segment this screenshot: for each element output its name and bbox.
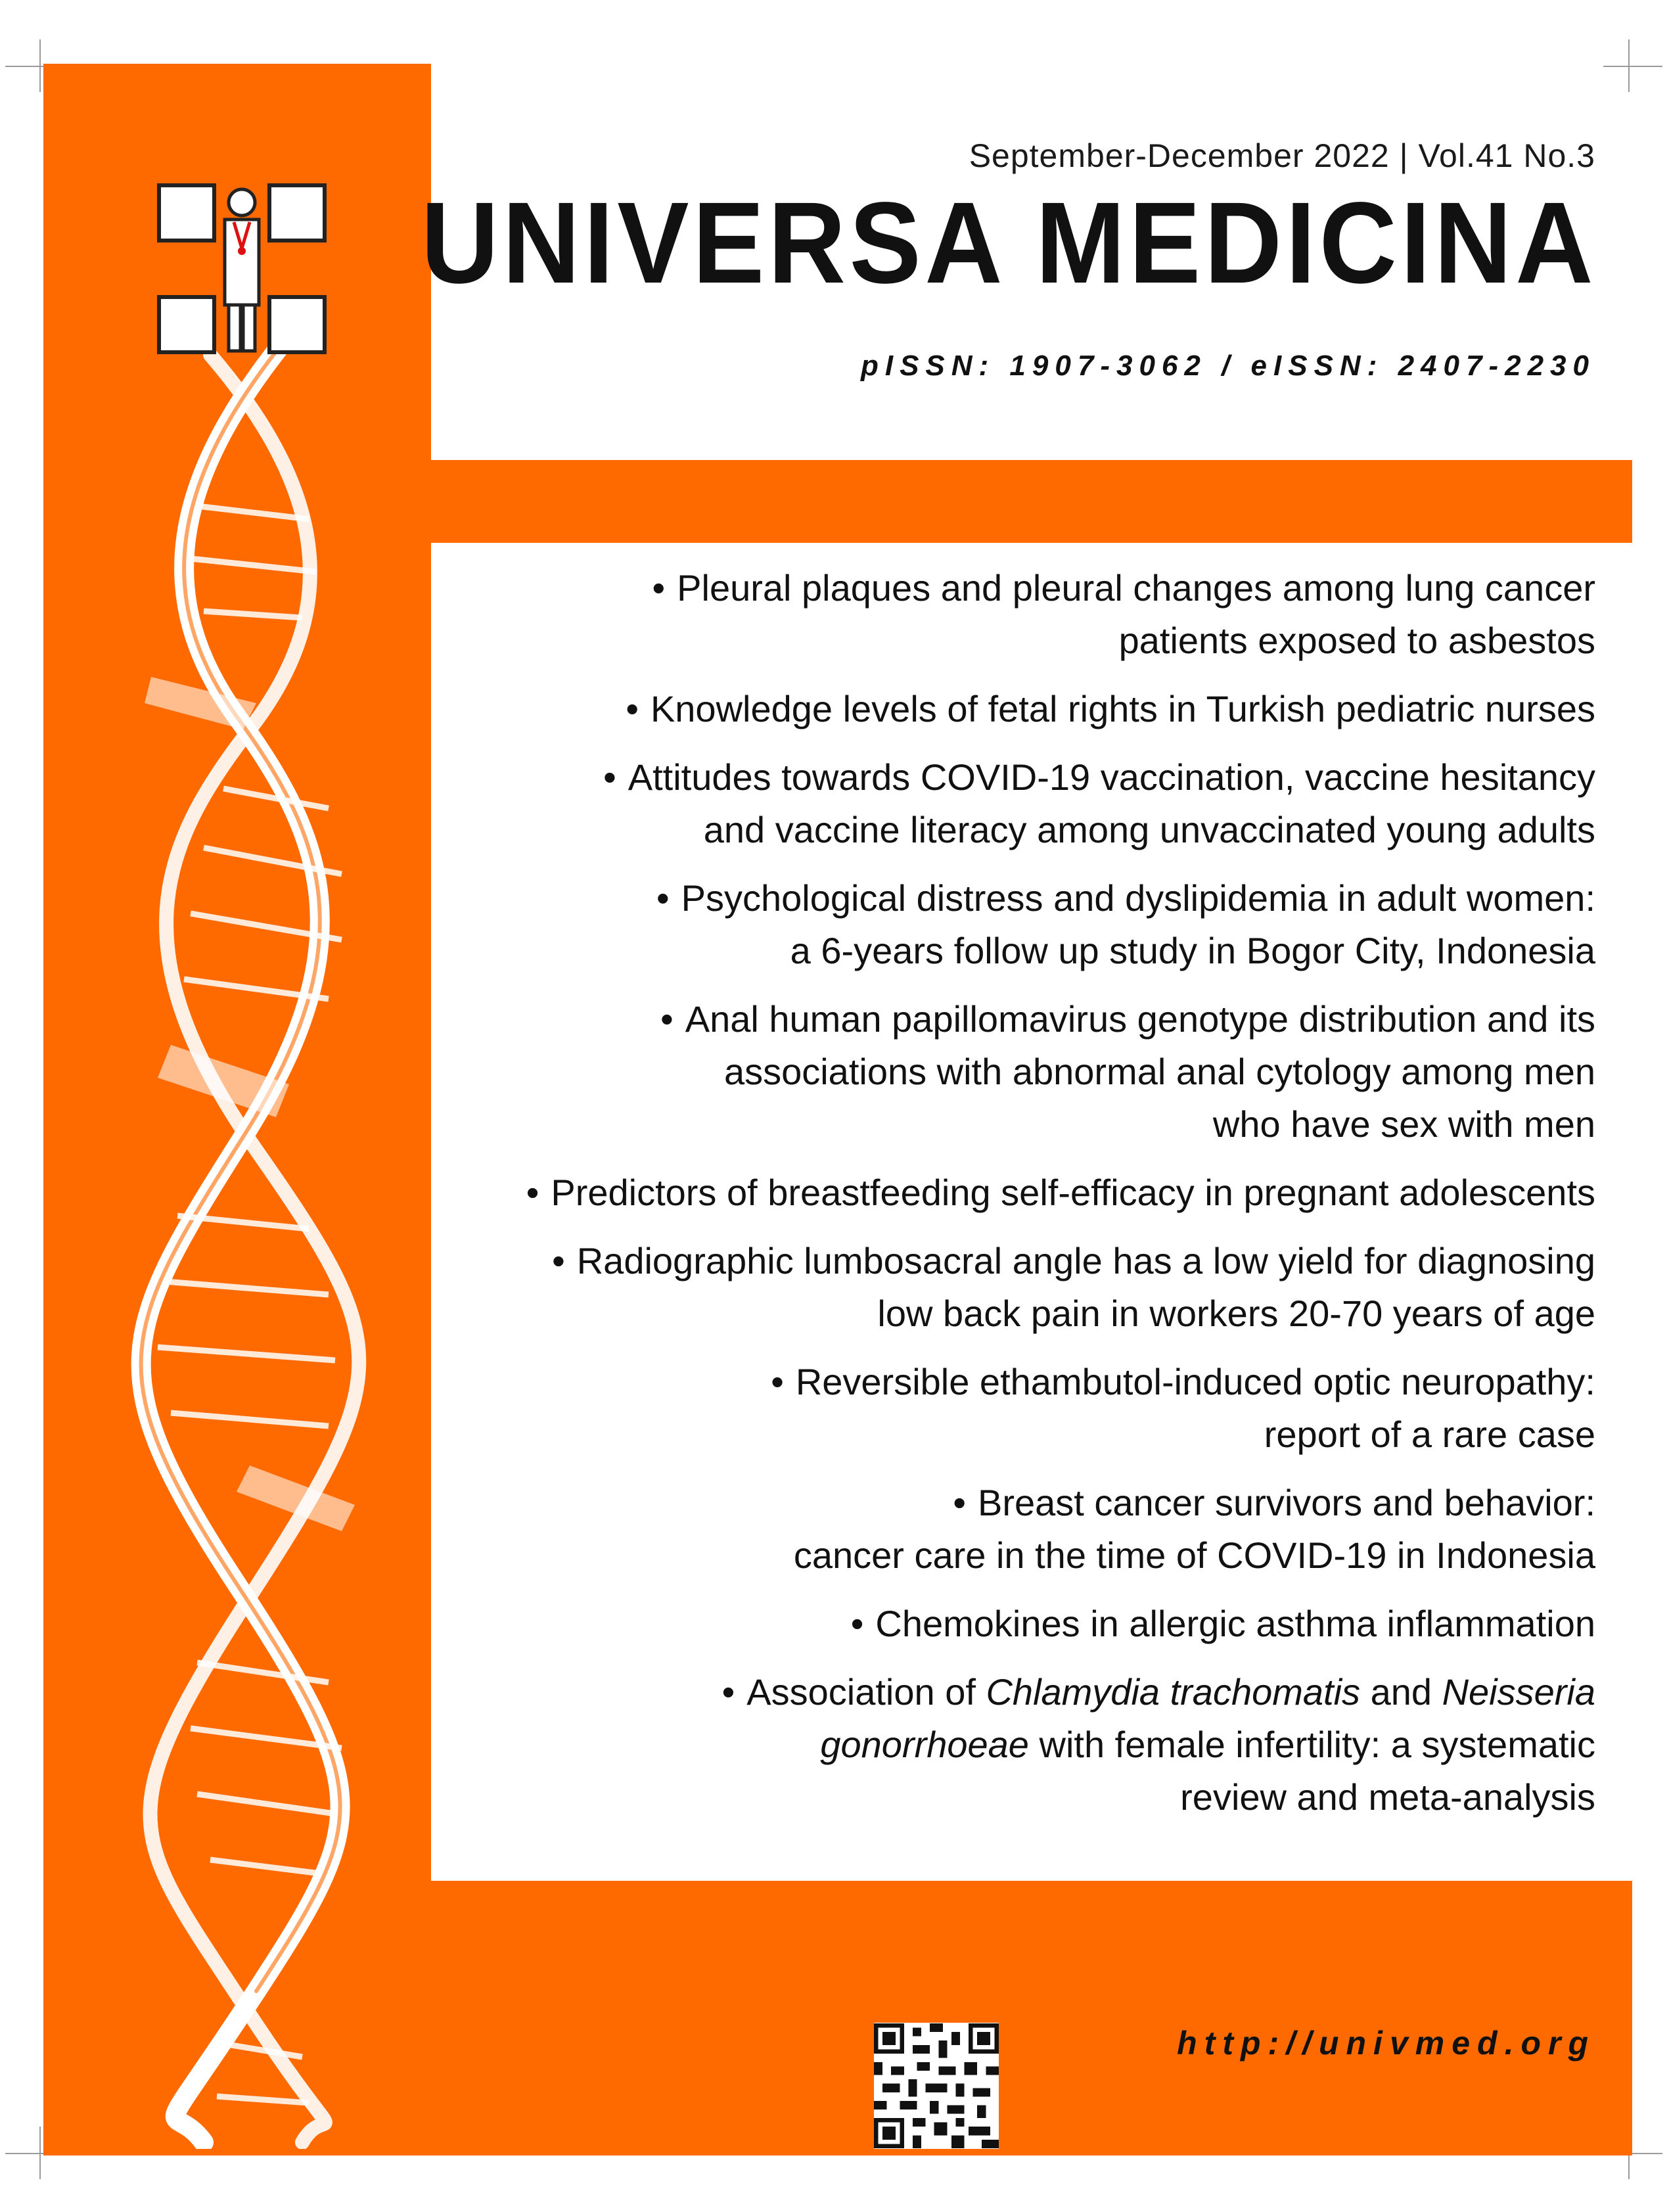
article-item [347,562,1595,667]
bullet-icon: • [660,998,674,1040]
article-title-line: • Reversible ethambutol-induced optic neuropathy: [771,1361,1595,1402]
article-title-line: • Radiographic lumbosacral angle has a low yield for diagnosing [552,1240,1595,1281]
footer-orange-panel [431,1881,1632,2155]
bullet-icon: • [552,1240,565,1281]
crop-mark [1628,39,1630,92]
crop-mark [39,39,41,92]
article-title-line: cancer care in the time of COVID-19 in Indonesia [793,1534,1595,1576]
article-item [347,1356,1595,1461]
article-title-line: • Anal human papillomavirus genotype distribution and its [660,998,1595,1040]
article-title-line: • Chemokines in allergic asthma inflammation [850,1603,1595,1644]
journal-title: UNIVERSA MEDICINA [421,179,1597,308]
article-item [347,751,1595,856]
article-title-line: a 6-years follow up study in Bogor City, Indonesia [790,930,1595,971]
bullet-icon: • [603,756,616,798]
article-item [347,872,1595,977]
journal-url[interactable]: http://univmed.org [1177,2025,1595,2062]
article-title-line: • Association of Chlamydia trachomatis and Neisseria [721,1671,1595,1713]
bullet-icon: • [626,688,639,729]
bullet-icon: • [953,1482,966,1523]
article-item [347,1235,1595,1340]
article-item [347,1166,1595,1219]
article-title-line: low back pain in workers 20-70 years of age [877,1293,1595,1334]
article-list [347,562,1595,1839]
article-title-line: • Predictors of breastfeeding self-efficacy in pregnant adolescents [526,1172,1595,1213]
article-title-line: and vaccine literacy among unvaccinated young adults [703,809,1595,850]
bullet-icon: • [656,877,670,919]
article-title-line: • Attitudes towards COVID-19 vaccination, vaccine hesitancy [603,756,1595,798]
article-title-line: gonorrhoeae with female infertility: a systematic [820,1724,1595,1765]
doctor-logo-icon [156,183,327,355]
bullet-icon: • [721,1671,735,1713]
bullet-icon: • [652,567,666,609]
issue-info: September-December 2022 | Vol.41 No.3 [969,137,1595,174]
article-title-line: • Psychological distress and dyslipidemia in adult women: [656,877,1595,919]
header-orange-bar [431,460,1632,543]
article-title-line: who have sex with men [1212,1103,1595,1145]
article-item [347,993,1595,1151]
bullet-icon: • [850,1603,864,1644]
article-title-line: review and meta-analysis [1180,1776,1595,1818]
issn-line: pISSN: 1907-3062 / eISSN: 2407-2230 [860,350,1595,382]
article-item [347,1477,1595,1582]
article-title-line: • Knowledge levels of fetal rights in Turkish pediatric nurses [626,688,1595,729]
crop-mark [39,2127,41,2179]
article-item [347,1666,1595,1824]
article-title-line: • Breast cancer survivors and behavior: [953,1482,1595,1523]
article-title-line: report of a rare case [1264,1414,1595,1455]
article-title-line: • Pleural plaques and pleural changes among lung cancer [652,567,1595,609]
article-title-line: associations with abnormal anal cytology among men [723,1051,1595,1092]
qr-code-icon[interactable] [874,2023,999,2149]
crop-mark [1603,66,1662,67]
bullet-icon: • [526,1172,539,1213]
article-title-line: patients exposed to asbestos [1118,620,1595,661]
article-item [347,683,1595,735]
bullet-icon: • [771,1361,784,1402]
article-item [347,1598,1595,1650]
